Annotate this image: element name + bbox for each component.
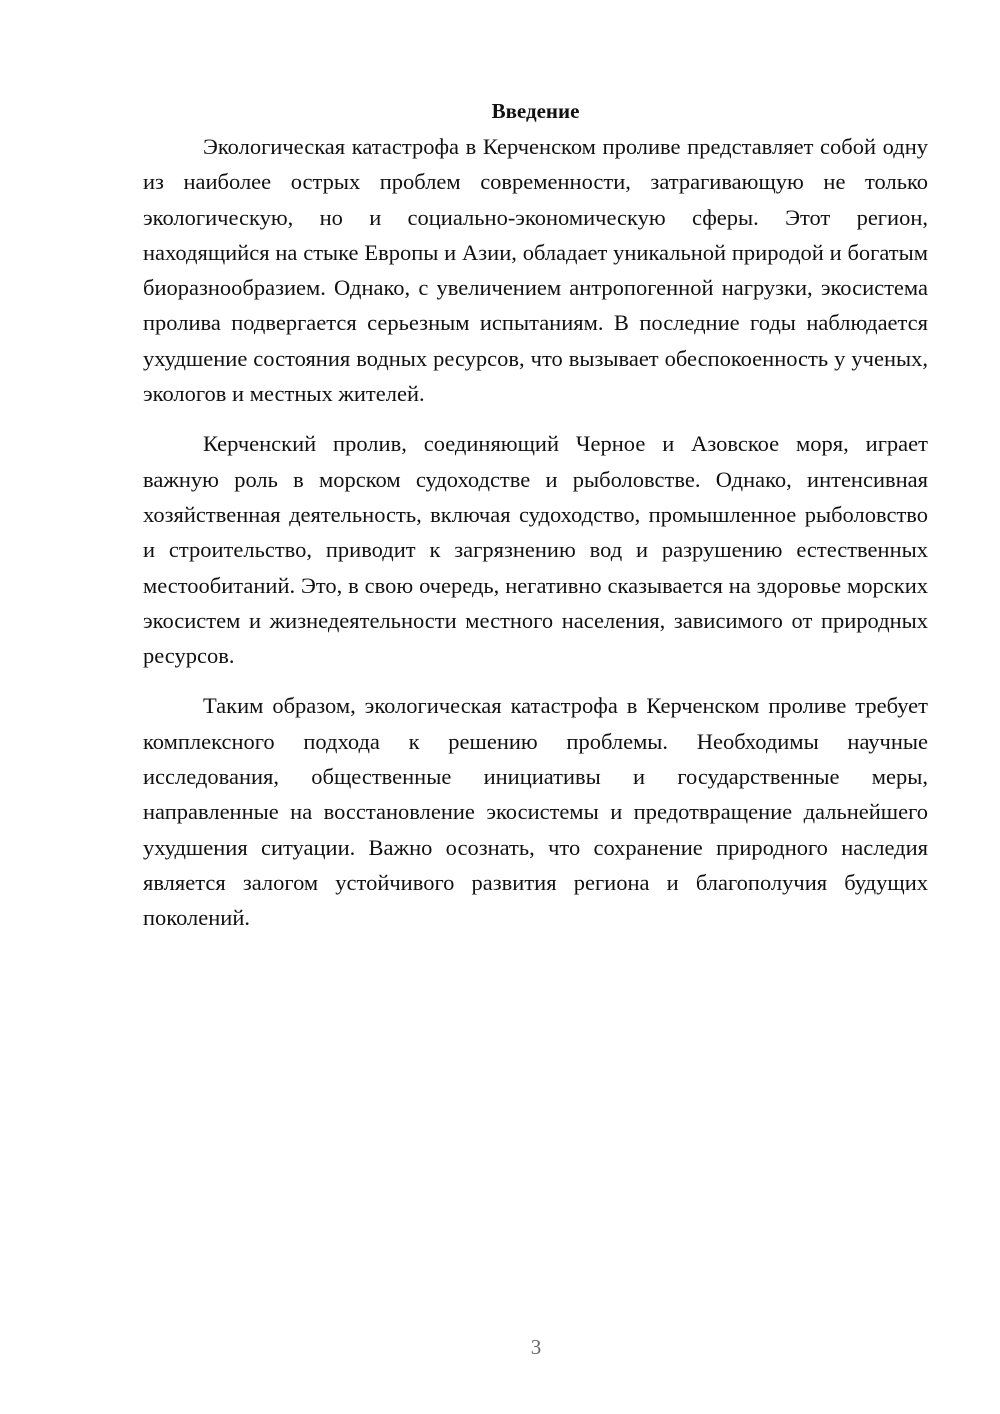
page-number: 3 (530, 1335, 542, 1359)
paragraph-1: Экологическая катастрофа в Керченском проливе представляет собой одну из наиболее острых проблем современности, затрагивающую не только экологическую, но и социально-экономическую сферы. Этот регион, находящийся на стыке Европы и Азии, обладает уникальной природой и богатым биоразнообразием. Однако, с увеличением антропогенной нагрузки, экосистема пролива подвергается серьезным испытаниям. В последние годы наблюдается ухудшение состояния водных ресурсов, что вызывает обеспокоенность у ученых, экологов и местных жителей. (143, 134, 928, 407)
section-heading: Введение (491, 99, 580, 123)
paragraph-2: Керченский пролив, соединяющий Черное и Азовское моря, играет важную роль в морском судоходстве и рыболовстве. Однако, интенсивная хозяйственная деятельность, включая судоходство, промышленное рыболовство и строительство, приводит к загрязнению вод и разрушению естественных местообитаний. Это, в свою очередь, негативно сказывается на здоровье морских экосистем и жизнедеятельности местного населения, зависимого от природных ресурсов. (143, 431, 928, 669)
page-content (143, 96, 928, 951)
paragraph-3: Таким образом, экологическая катастрофа в Керченском проливе требует комплексного подхода к решению проблемы. Необходимы научные исследования, общественные инициативы и государственные меры, направленные на восстановление экосистемы и предотвращение дальнейшего ухудшения ситуации. Важно осознать, что сохранение природного наследия является залогом устойчивого развития региона и благополучия будущих поколений. (143, 693, 928, 931)
